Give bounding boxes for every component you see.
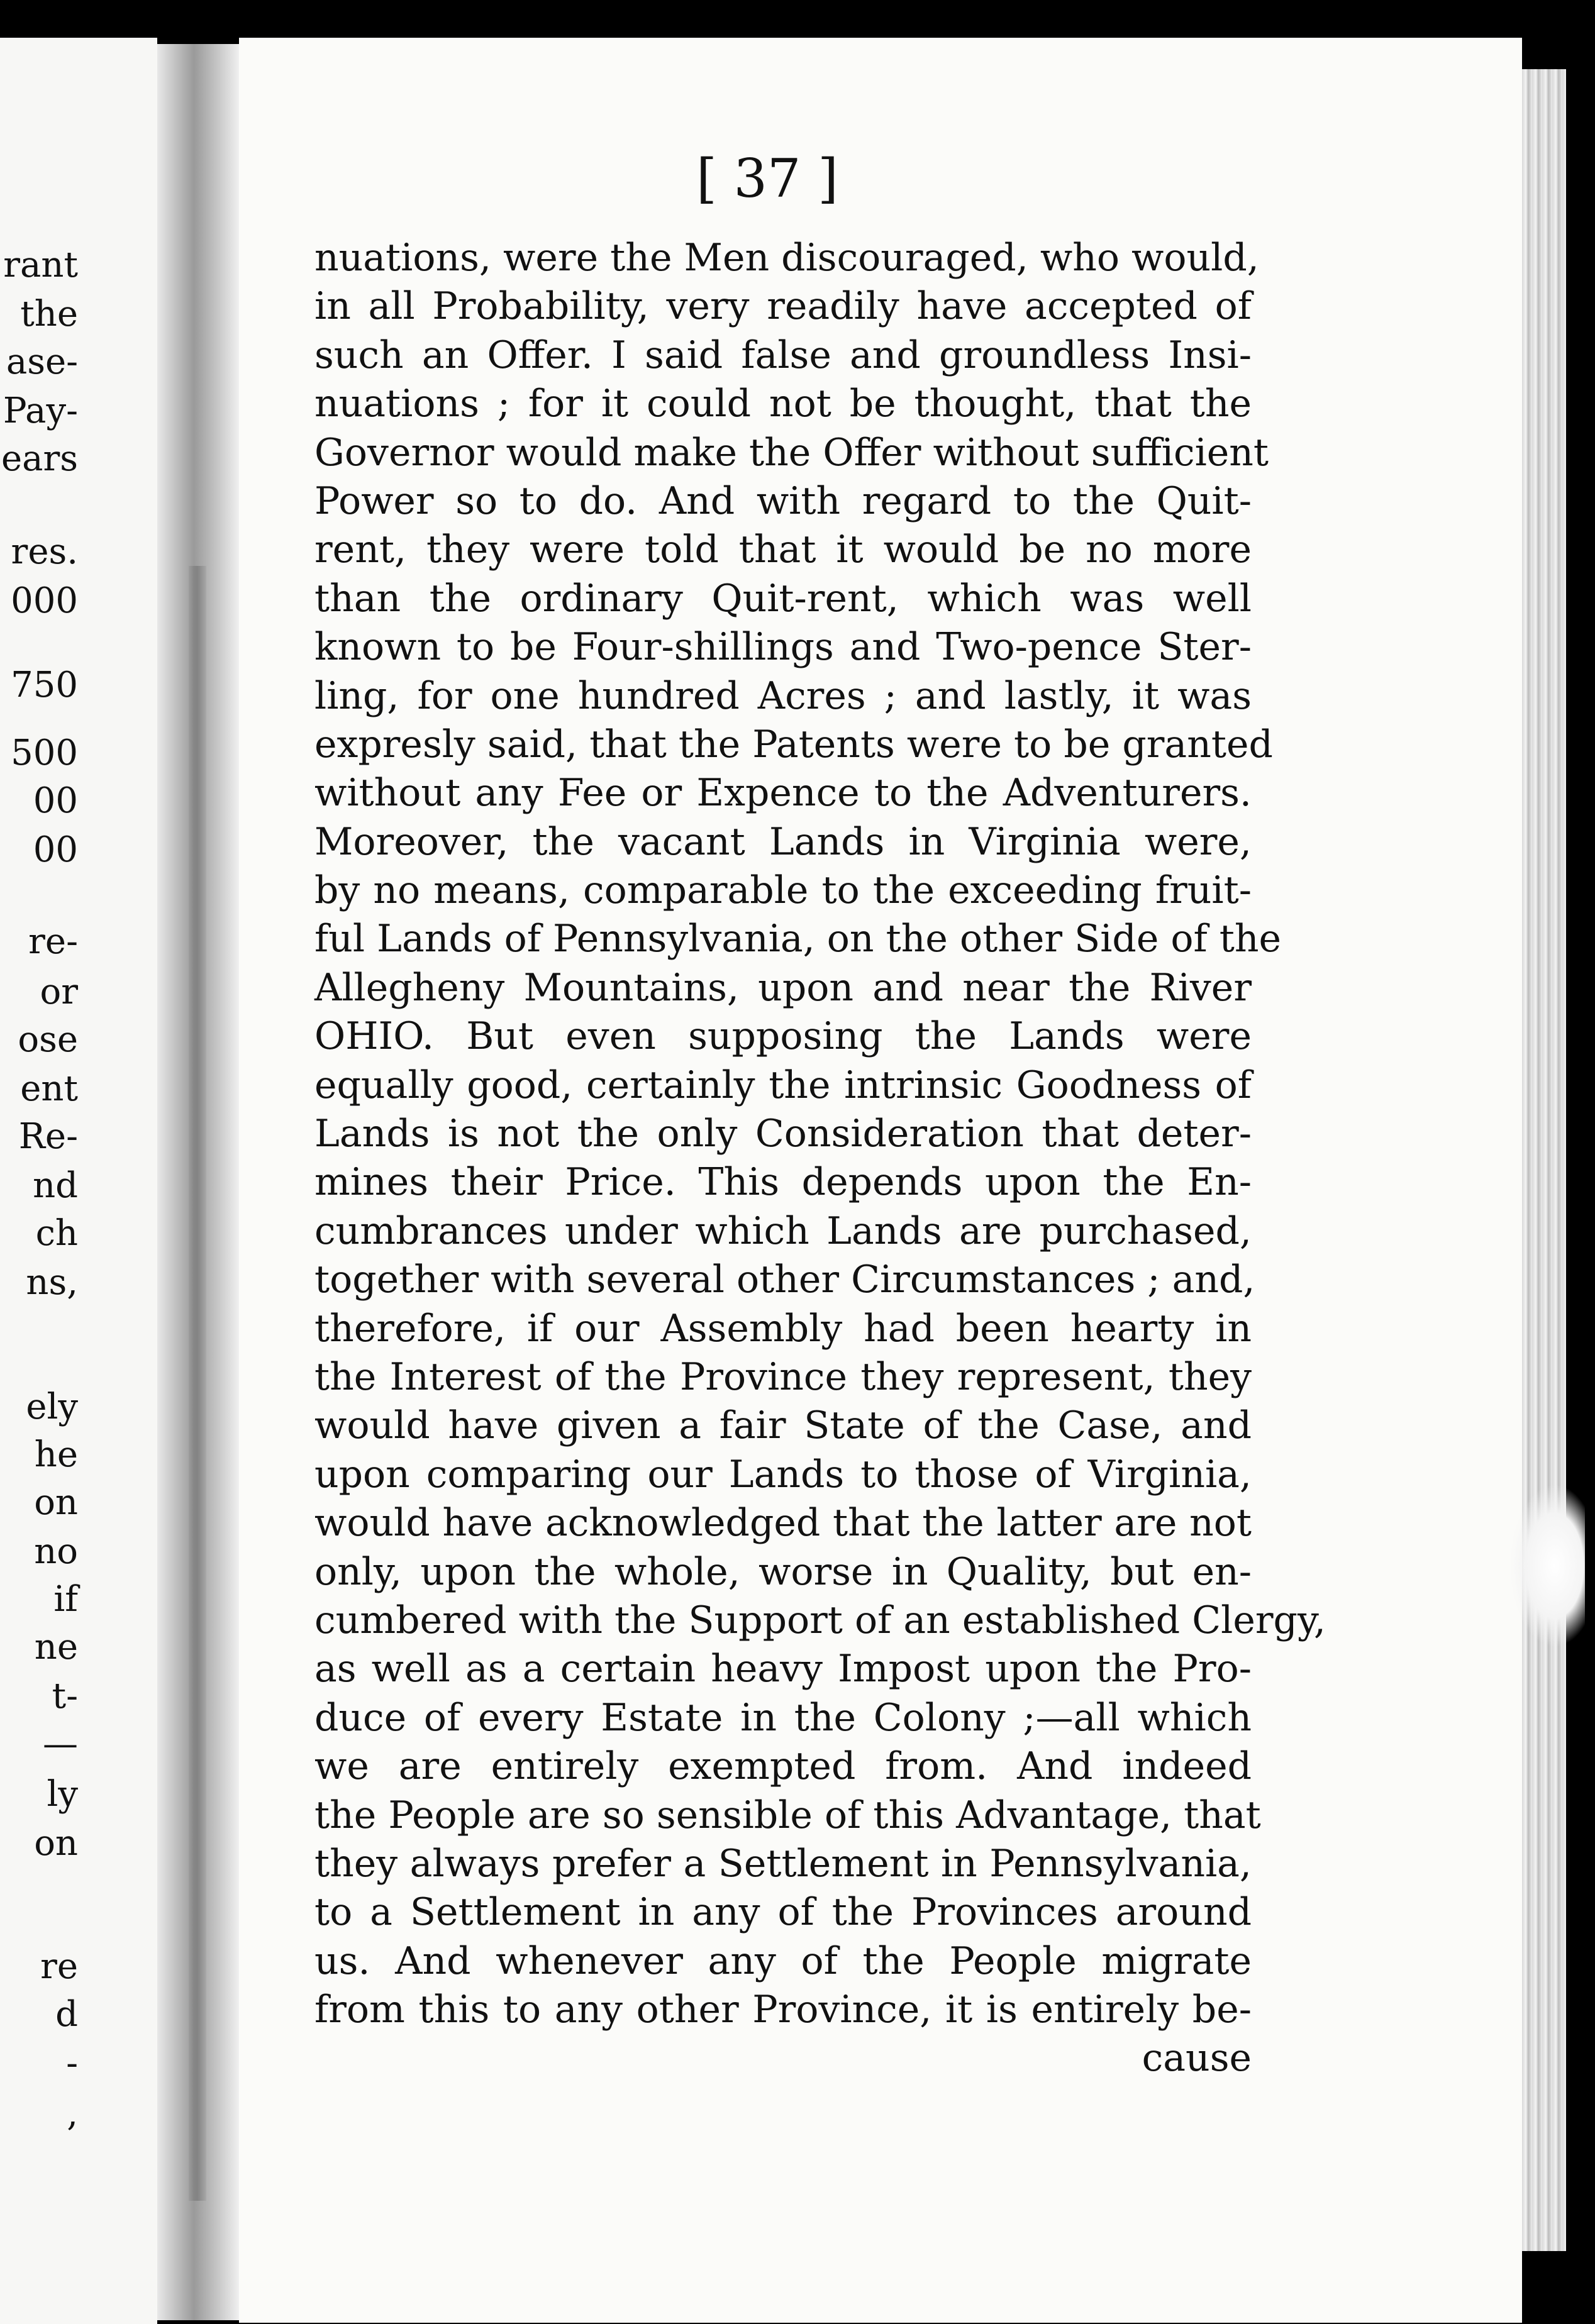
text-line: mines their Price. This depends upon the En-	[314, 1160, 1252, 1205]
text-line: in all Probability, very readily have accepted of	[314, 284, 1252, 329]
text-line: expresly said, that the Patents were to be granted	[314, 722, 1273, 766]
text-line: known to be Four-shillings and Two-pence Ster-	[314, 625, 1252, 670]
paper-stain	[1509, 1484, 1585, 1647]
text-line: the People are so sensible of this Advantage, that	[314, 1793, 1261, 1837]
text-line: OHIO. But even supposing the Lands were	[314, 1014, 1252, 1059]
facing-page-fragment: the	[20, 294, 78, 335]
facing-page-fragment: ,	[67, 2093, 78, 2134]
facing-page-fragment: ase-	[6, 341, 78, 382]
facing-page-fragment: ne	[34, 1627, 78, 1668]
text-line: equally good, certainly the intrinsic Goodness of	[314, 1063, 1252, 1107]
text-line: ful Lands of Pennsylvania, on the other Side of the	[314, 917, 1282, 961]
facing-page-fragment: 000	[11, 580, 78, 621]
facing-page-fragment: no	[34, 1531, 78, 1572]
facing-page-fragment: ns,	[26, 1262, 78, 1303]
facing-page-fragment: re-	[28, 921, 78, 962]
page-number-header: [ 37 ]	[696, 148, 838, 209]
facing-page-fragment: d	[55, 1994, 78, 2035]
facing-page-fragment: or	[40, 971, 78, 1012]
facing-page-fragment: nd	[33, 1165, 78, 1206]
facing-page-fragment: re	[40, 1946, 78, 1987]
text-line: therefore, if our Assembly had been hearty in	[314, 1306, 1252, 1351]
facing-page-fragment: rant	[3, 245, 78, 285]
facing-page-fragment: ent	[20, 1068, 78, 1109]
text-line: would have acknowledged that the latter are not	[314, 1501, 1252, 1546]
text-line: only, upon the whole, worse in Quality, but en-	[314, 1549, 1252, 1594]
text-line: cumbered with the Support of an established Clergy,	[314, 1598, 1326, 1642]
body-text	[314, 234, 1326, 2083]
text-line: us. And whenever any of the People migrate	[314, 1939, 1252, 1983]
text-line: from this to any other Province, it is entirely be-	[314, 1988, 1252, 2032]
facing-page-fragment: 00	[33, 780, 78, 821]
text-line: to a Settlement in any of the Provinces around	[314, 1890, 1252, 1935]
facing-page-fragment: 500	[11, 733, 78, 773]
catchword: cause	[1142, 2036, 1252, 2081]
text-line: ling, for one hundred Acres ; and lastly, it was	[314, 673, 1252, 718]
facing-page-fragment: 00	[33, 829, 78, 870]
facing-page-fragment: t-	[52, 1676, 78, 1717]
scan-border	[1566, 69, 1595, 2251]
facing-page-fragment: ose	[18, 1019, 78, 1060]
text-line: nuations ; for it could not be thought, that the	[314, 382, 1252, 426]
text-line: would have given a fair State of the Case, and	[314, 1403, 1252, 1448]
text-line: upon comparing our Lands to those of Virginia,	[314, 1452, 1252, 1497]
text-line: rent, they were told that it would be no more	[314, 528, 1252, 572]
facing-page-fragment: —	[43, 1724, 78, 1764]
text-line: nuations, were the Men discouraged, who would,	[314, 236, 1259, 280]
facing-page-fragment: on	[34, 1823, 78, 1864]
gutter-shadow	[189, 566, 206, 2201]
facing-page-fragment: Re-	[18, 1116, 78, 1157]
text-line: they always prefer a Settlement in Pennsylvania,	[314, 1841, 1252, 1886]
facing-page-fragment: ely	[26, 1386, 78, 1427]
facing-page-fragment: Pay-	[3, 390, 78, 431]
page-stack-edge	[1522, 69, 1566, 2251]
text-line: duce of every Estate in the Colony ;—all which	[314, 1695, 1252, 1740]
text-line: by no means, comparable to the exceeding fruit-	[314, 868, 1252, 913]
text-line: as well as a certain heavy Impost upon the Pro-	[314, 1647, 1252, 1691]
text-line: Lands is not the only Consideration that deter-	[314, 1112, 1252, 1156]
text-line: Allegheny Mountains, upon and near the River	[314, 965, 1252, 1010]
facing-page-fragment: he	[34, 1434, 78, 1475]
facing-page-fragment: 750	[11, 665, 78, 706]
facing-page-fragment: -	[66, 2043, 78, 2084]
text-line: Governor would make the Offer without sufficient	[314, 430, 1269, 475]
text-line: Power so to do. And with regard to the Quit-	[314, 479, 1252, 523]
text-line: such an Offer. I said false and groundless Insi-	[314, 333, 1252, 377]
facing-page-edge	[0, 38, 157, 2324]
facing-page-fragment: res.	[11, 531, 78, 572]
text-line: than the ordinary Quit-rent, which was well	[314, 576, 1252, 621]
facing-page-fragment: ch	[35, 1213, 78, 1254]
text-line: the Interest of the Province they represent, they	[314, 1354, 1252, 1399]
text-line: cumbrances under which Lands are purchased,	[314, 1209, 1252, 1253]
text-line: together with several other Circumstances ; and,	[314, 1258, 1255, 1302]
text-line: we are entirely exempted from. And indeed	[314, 1744, 1252, 1789]
text-line: without any Fee or Expence to the Adventurers.	[314, 771, 1252, 816]
facing-page-fragment: on	[34, 1482, 78, 1523]
facing-page-fragment: if	[53, 1579, 78, 1620]
facing-page-fragment: ears	[1, 438, 78, 479]
text-line: Moreover, the vacant Lands in Virginia were,	[314, 819, 1252, 864]
facing-page-fragment: ly	[47, 1774, 78, 1815]
